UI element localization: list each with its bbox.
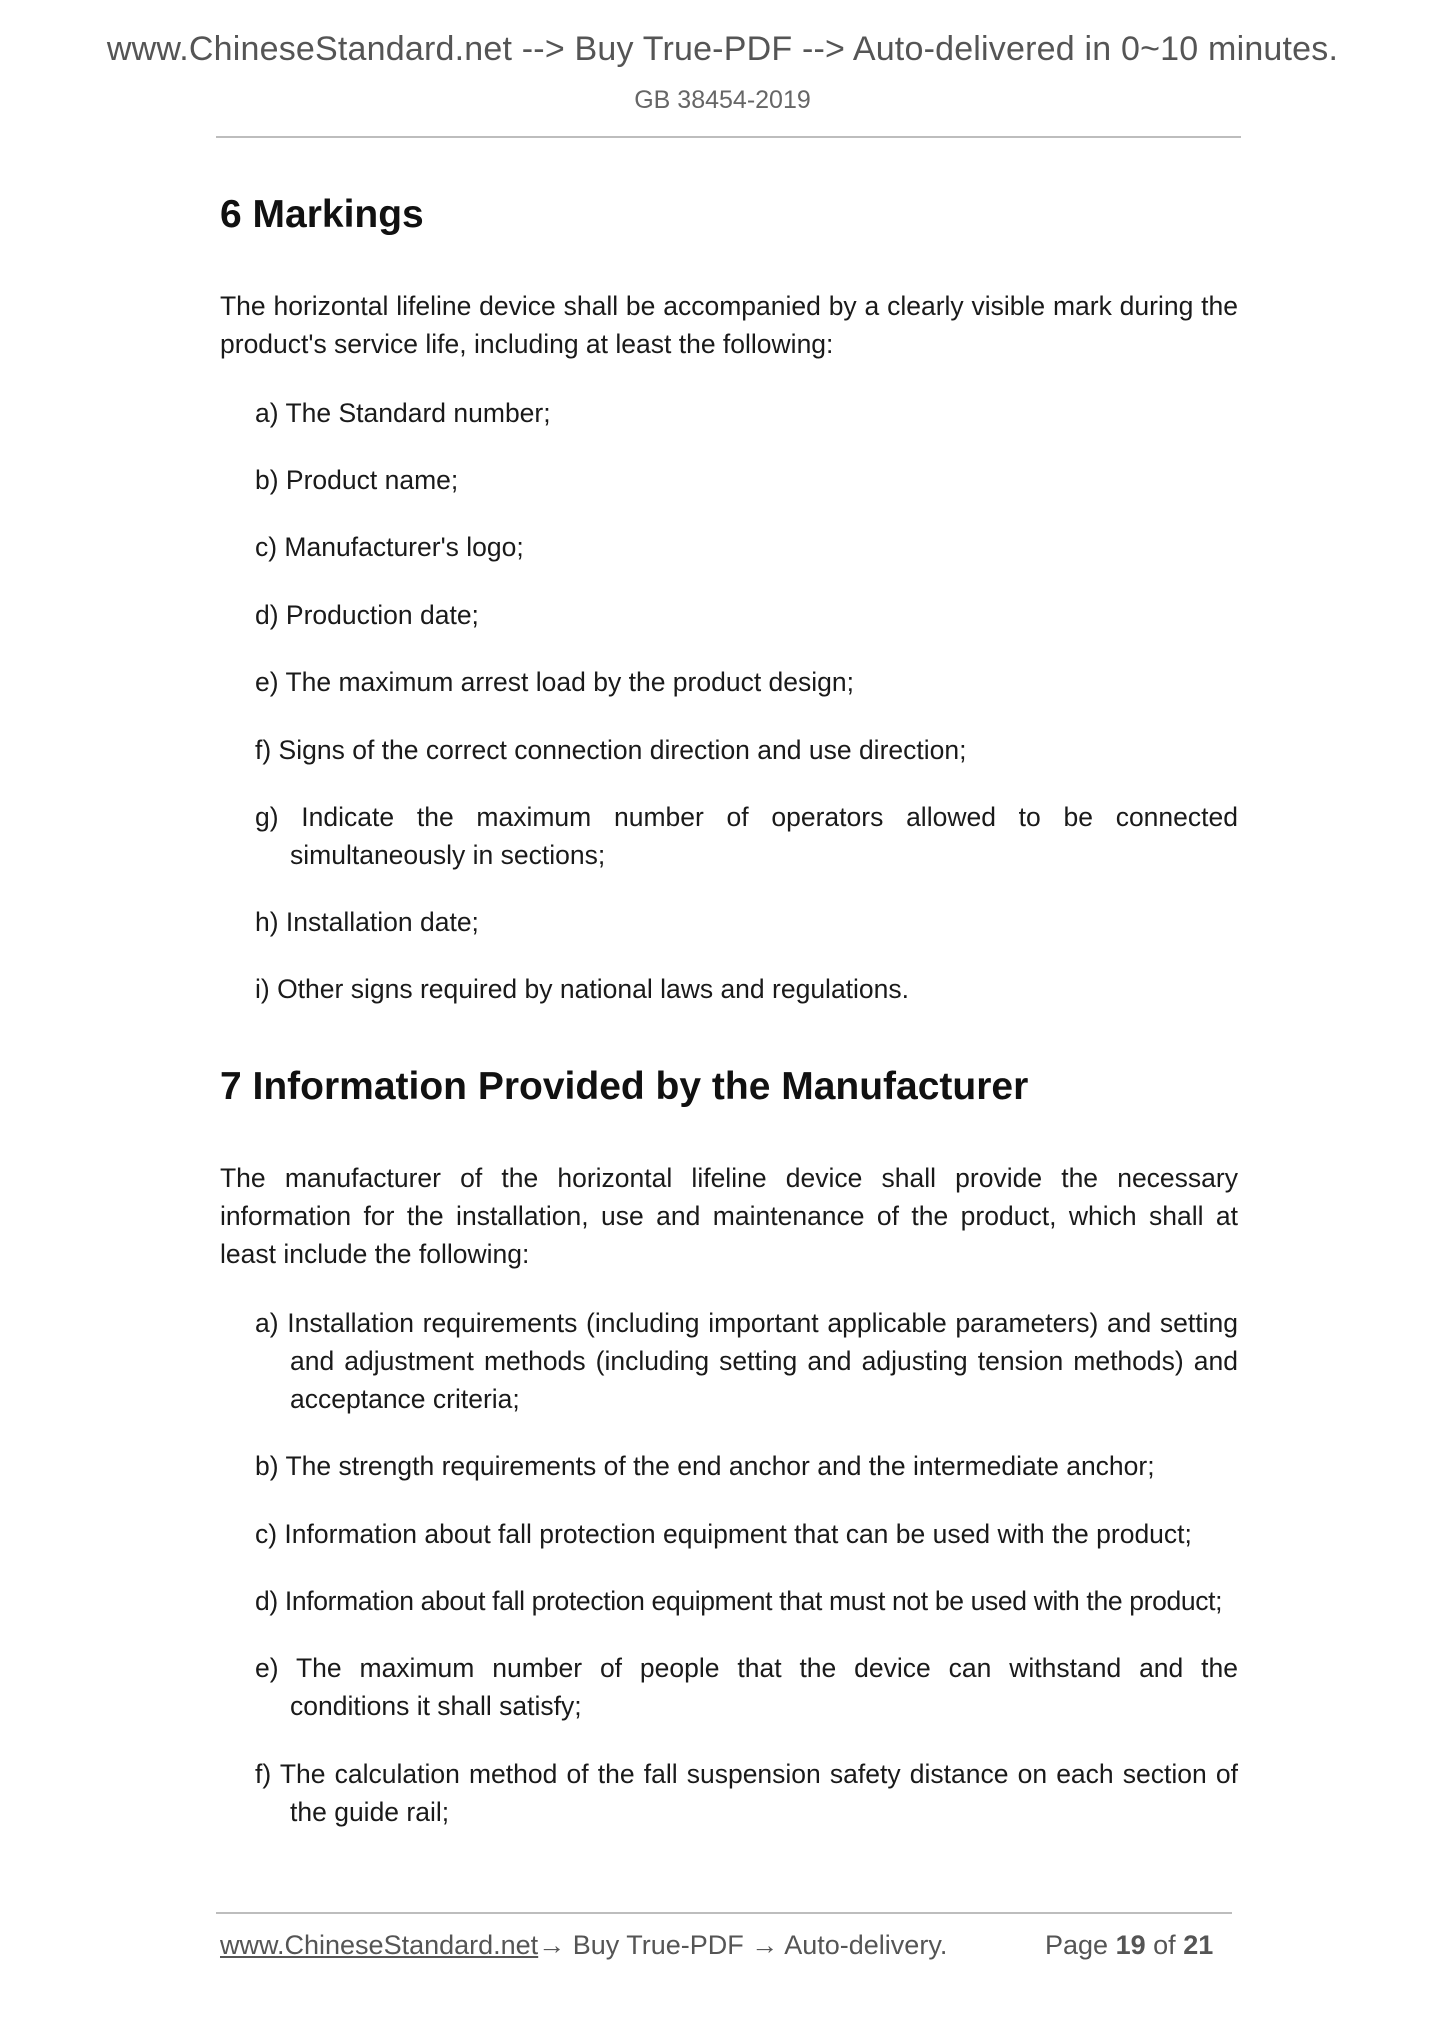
section-6-intro: The horizontal lifeline device shall be accompanied by a clearly visible mark during the product's service life, including at least the following: bbox=[220, 291, 1238, 359]
section-6-heading: 6 Markings bbox=[220, 193, 424, 236]
footer-link[interactable] bbox=[220, 1930, 947, 1961]
section-7-item-f: f) The calculation method of the fall suspension safety distance on each section of the guide rail; bbox=[255, 1759, 1238, 1827]
header-divider bbox=[216, 136, 1241, 138]
section-6-item-a: a) The Standard number; bbox=[255, 398, 551, 428]
section-7-intro: The manufacturer of the horizontal lifeline device shall provide the necessary information for the installation, use and maintenance of the product, which shall at least include the following: bbox=[220, 1163, 1238, 1269]
section-7-item-d: d) Information about fall protection equipment that must not be used with the product; bbox=[255, 1586, 1223, 1616]
page-total: 21 bbox=[1183, 1930, 1214, 1960]
section-6-item-h: h) Installation date; bbox=[255, 907, 479, 937]
header-banner: www.ChineseStandard.net --> Buy True-PDF --> Auto-delivered in 0~10 minutes. bbox=[106, 30, 1339, 68]
page-label: Page bbox=[1045, 1930, 1109, 1960]
page-indicator bbox=[1045, 1930, 1213, 1961]
section-7-item-e: e) The maximum number of people that the device can withstand and the conditions it shall satisfy; bbox=[255, 1653, 1238, 1721]
section-6-item-f: f) Signs of the correct connection direction and use direction; bbox=[255, 735, 967, 765]
standard-number: GB 38454-2019 bbox=[634, 86, 811, 114]
footer-divider bbox=[216, 1912, 1232, 1914]
section-7-item-a: a) Installation requirements (including important applicable parameters) and setting and adjustment methods (including setting and adjusting tension methods) and acceptance criteria; bbox=[255, 1308, 1238, 1414]
section-6-item-g: g) Indicate the maximum number of operators allowed to be connected simultaneously in sections; bbox=[255, 802, 1238, 870]
section-7-item-c: c) Information about fall protection equipment that can be used with the product; bbox=[255, 1519, 1192, 1549]
section-7-heading: 7 Information Provided by the Manufacturer bbox=[220, 1065, 1029, 1108]
page-current: 19 bbox=[1115, 1930, 1146, 1960]
section-7-item-b: b) The strength requirements of the end anchor and the intermediate anchor; bbox=[255, 1451, 1155, 1481]
footer-link-text[interactable]: www.ChineseStandard.net bbox=[220, 1930, 539, 1960]
section-6-item-d: d) Production date; bbox=[255, 600, 479, 630]
section-6-item-i: i) Other signs required by national laws and regulations. bbox=[255, 974, 910, 1004]
of-label: of bbox=[1153, 1930, 1176, 1960]
section-6-item-c: c) Manufacturer's logo; bbox=[255, 532, 524, 562]
section-6-item-e: e) The maximum arrest load by the product design; bbox=[255, 667, 854, 697]
section-6-item-b: b) Product name; bbox=[255, 465, 459, 495]
footer-tagline: → Buy True-PDF → Auto-delivery. bbox=[538, 1930, 948, 1960]
